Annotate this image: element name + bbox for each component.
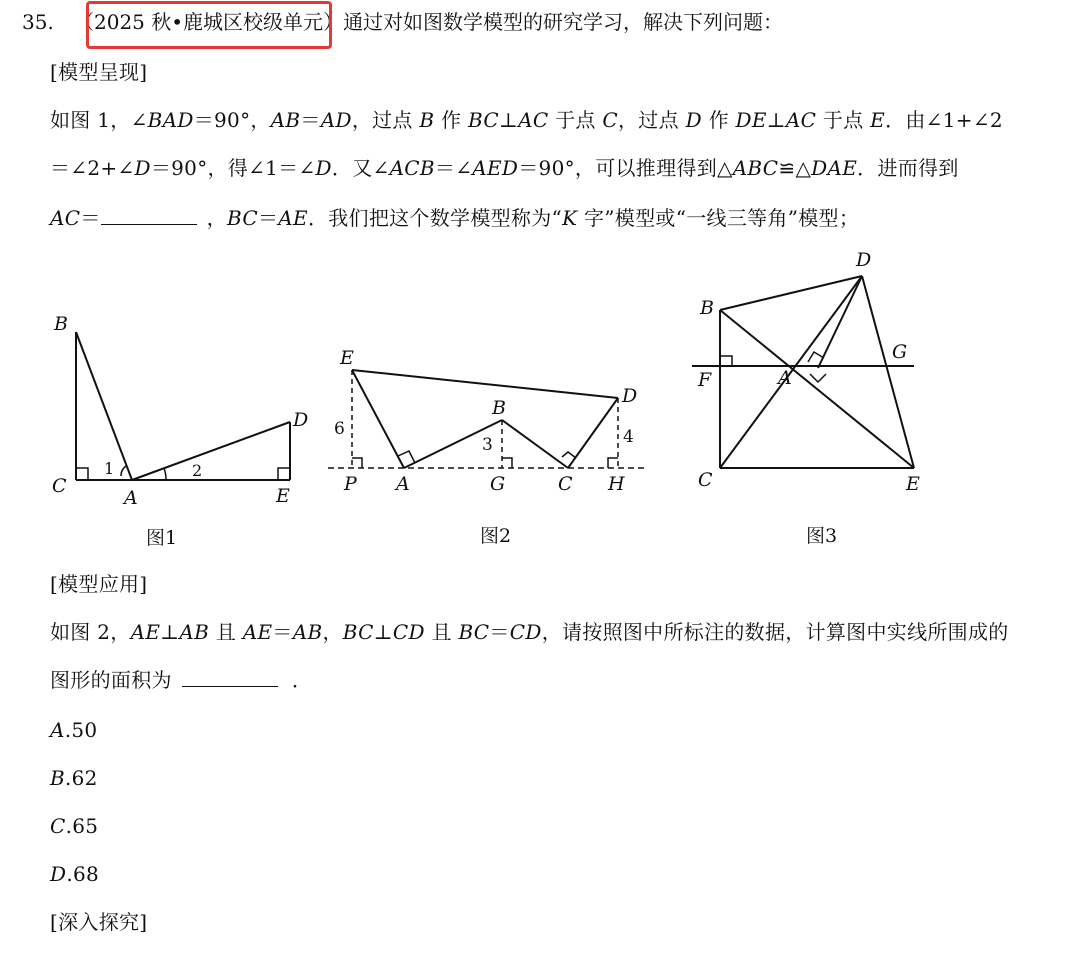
fig2-length-6: 6 <box>334 419 345 439</box>
fig2-label-g: G <box>490 473 506 495</box>
fig3-label-b: B <box>700 297 714 319</box>
answer-blank-area[interactable] <box>182 666 278 687</box>
fig2-length-4: 4 <box>623 427 634 447</box>
option-c[interactable]: C.65 <box>50 814 99 838</box>
geometry-figures <box>0 240 1080 560</box>
section-heading-deep-exploration: [深入探究] <box>50 910 148 934</box>
fig2-label-a: A <box>396 473 410 495</box>
fig3-label-a: A <box>778 367 792 389</box>
section-heading-application: [模型应用] <box>50 572 148 596</box>
model-text-line-2: ＝∠2+∠D＝90°，得∠1＝∠D．又∠ACB＝∠AED＝90°，可以推理得到△ABC≌△DAE．进而得到 <box>50 156 959 180</box>
fig2-label-h: H <box>608 473 625 495</box>
model-text-line-1: 如图 1，∠BAD＝90°，AB＝AD，过点 B 作 BC⊥AC 于点 C，过点 D 作 DE⊥AC 于点 E．由∠1+∠2 <box>50 108 1003 132</box>
fig2-label-p: P <box>344 473 357 495</box>
fig3-label-f: F <box>698 369 712 391</box>
fig1-caption: 图1 <box>146 527 178 549</box>
source-highlight-box <box>86 1 332 49</box>
fig1-label-c: C <box>52 475 67 497</box>
fig3-caption: 图3 <box>806 525 838 547</box>
fig1-label-d: D <box>293 409 309 431</box>
question-intro: 通过对如图数学模型的研究学习，解决下列问题： <box>343 10 784 34</box>
option-a[interactable]: A.50 <box>50 718 98 742</box>
source-tag: 2025 秋•鹿城区校级单元 <box>94 10 324 34</box>
fig2-length-3: 3 <box>482 435 493 455</box>
fig2-caption: 图2 <box>480 525 512 547</box>
fig2-label-d: D <box>622 385 638 407</box>
application-text-line-2: 图形的面积为 ． <box>50 668 313 692</box>
fig2-label-c: C <box>558 473 573 495</box>
application-text-line-1: 如图 2，AE⊥AB 且 AE＝AB，BC⊥CD 且 BC＝CD，请按照图中所标注的数据，计算图中实线所围成的 <box>50 620 1009 644</box>
fig1-label-a: A <box>124 487 138 509</box>
fig1-label-e: E <box>276 485 290 507</box>
option-d[interactable]: D.68 <box>50 862 100 886</box>
fig3-label-c: C <box>698 469 713 491</box>
fig2-label-b: B <box>492 397 506 419</box>
fig3-label-e: E <box>906 473 920 495</box>
fig1-angle-2: 2 <box>192 461 203 480</box>
section-heading-model: [模型呈现] <box>50 60 148 84</box>
figure-1-diagram <box>76 332 290 480</box>
answer-blank-ac[interactable] <box>101 204 197 225</box>
model-text-line-3: AC＝ ，BC＝AE．我们把这个数学模型称为“K 字”模型或“一线三等角”模型； <box>50 206 860 230</box>
figure-3-diagram <box>692 276 914 468</box>
question-number: 35. <box>22 10 54 34</box>
source-paren-open: （ <box>74 10 94 34</box>
fig3-label-d: D <box>856 249 872 271</box>
fig1-label-b: B <box>54 313 68 335</box>
fig3-label-g: G <box>892 341 908 363</box>
fig1-angle-1: 1 <box>104 459 115 478</box>
option-b[interactable]: B.62 <box>50 766 98 790</box>
fig2-label-e: E <box>340 347 354 369</box>
source-paren-close: ） <box>323 10 344 34</box>
